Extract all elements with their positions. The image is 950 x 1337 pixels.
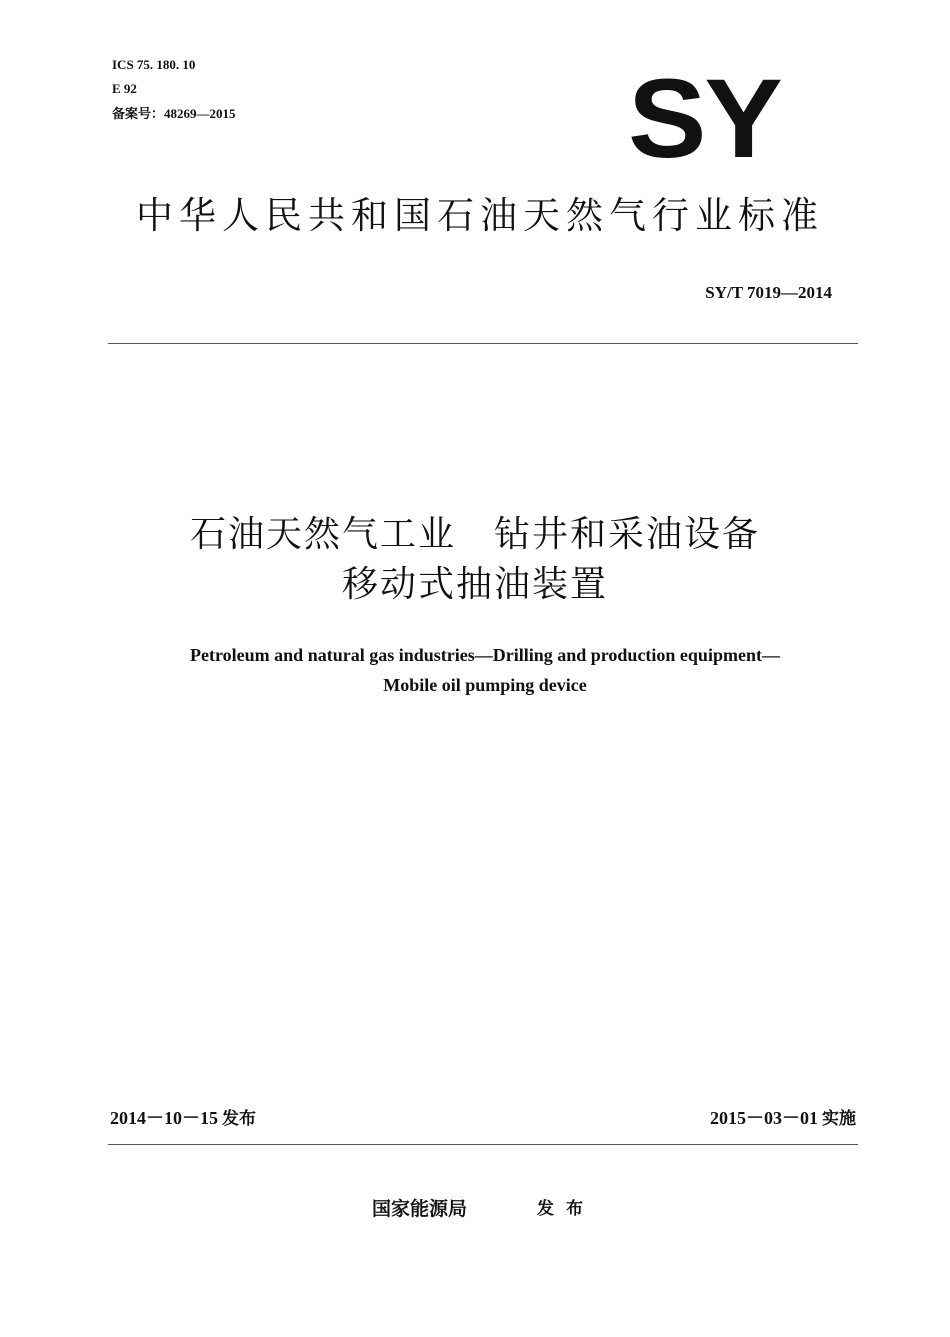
issuer-publish-word: 发布 bbox=[537, 1199, 595, 1219]
industry-standard-title: 中华人民共和国石油天然气行业标准 bbox=[136, 194, 824, 237]
english-title-line-2: Mobile oil pumping device bbox=[383, 675, 587, 695]
issuer-name: 国家能源局 bbox=[372, 1198, 468, 1220]
filing-number: 备案号：48269—2015 bbox=[112, 106, 236, 121]
issue-date-block bbox=[110, 1106, 256, 1131]
effective-label: 实施 bbox=[822, 1109, 856, 1129]
chinese-title-line-2: 移动式抽油装置 bbox=[341, 564, 608, 605]
english-title-line-1: Petroleum and natural gas industries—Drilling and production equipment— bbox=[190, 645, 780, 665]
issue-date: 2014－10－15 bbox=[110, 1108, 218, 1128]
effective-date-block bbox=[710, 1106, 856, 1131]
chinese-title-line-1: 石油天然气工业 钻井和采油设备 bbox=[189, 514, 760, 555]
standard-number: SY/T 7019—2014 bbox=[705, 283, 832, 302]
bottom-divider bbox=[108, 1144, 858, 1145]
classification-code: E 92 bbox=[112, 81, 137, 96]
effective-date: 2015－03－01 bbox=[710, 1108, 818, 1128]
ics-code: ICS 75. 180. 10 bbox=[112, 57, 196, 72]
top-divider bbox=[108, 343, 858, 344]
issue-label: 发布 bbox=[222, 1109, 256, 1129]
sy-logo: SY bbox=[628, 56, 781, 181]
